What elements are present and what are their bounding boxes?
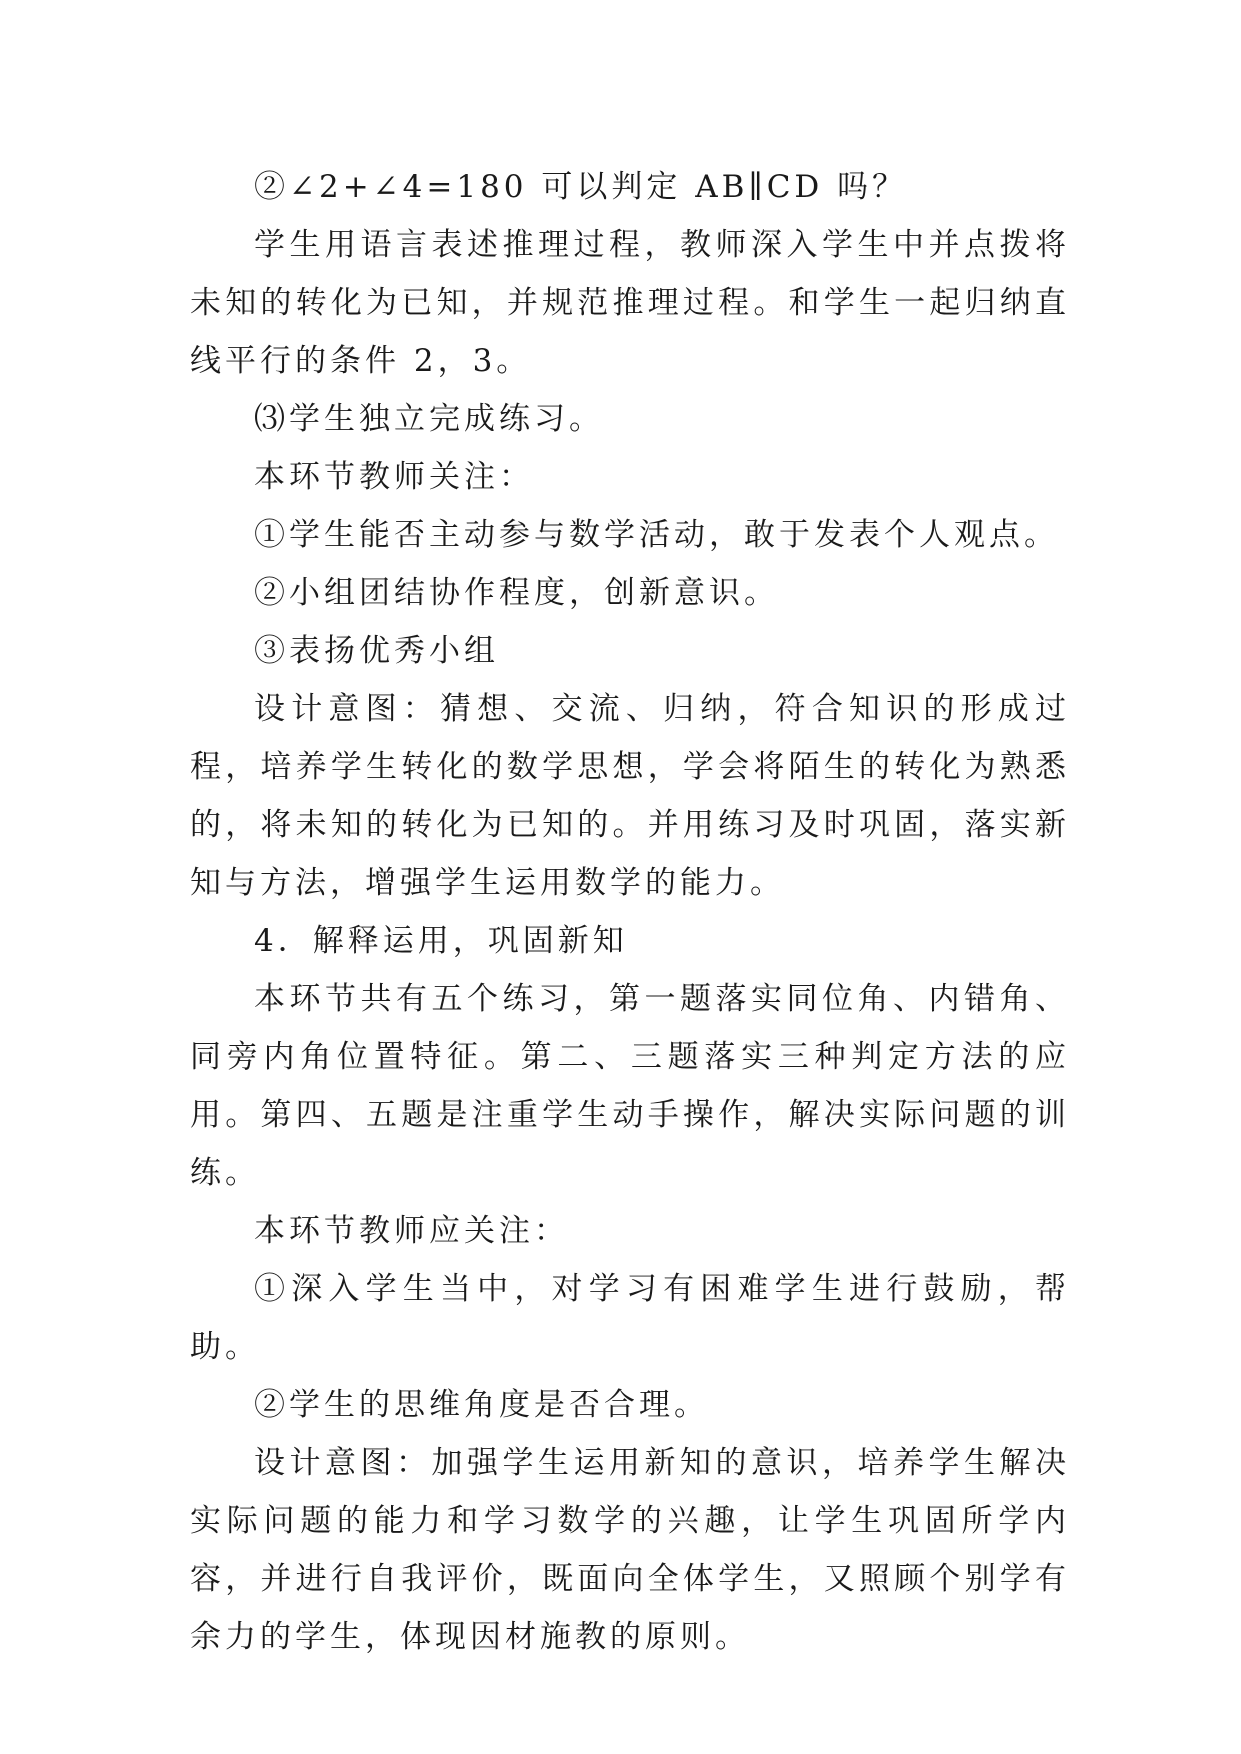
practice-step-paragraph: ⑶学生独立完成练习。 <box>254 401 604 437</box>
student-reasoning-paragraph: 学生用语言表述推理过程，教师深入学生中并点拨将未知的转化为已知，并规范推理过程。和学生一起归纳直线平行的条件 2，3。 <box>190 227 1070 379</box>
question-paragraph: ②∠2+∠4=180 可以判定 AB∥CD 吗？ <box>254 169 908 205</box>
design-intent-paragraph-1: 设计意图：猜想、交流、归纳，符合知识的形成过程，培养学生转化的数学思想，学会将陌生的转化为熟悉的，将未知的转化为已知的。并用练习及时巩固，落实新知与方法，增强学生运用数学的能力。 <box>190 691 1070 901</box>
should-focus-item-1: ①深入学生当中，对学习有困难学生进行鼓励，帮助。 <box>190 1271 1070 1365</box>
section-heading-4: 4．解释运用，巩固新知 <box>254 923 628 959</box>
focus-item-3: ③表扬优秀小组 <box>254 633 499 669</box>
document-body <box>190 158 1070 1666</box>
focus-item-2: ②小组团结协作程度，创新意识。 <box>254 575 779 611</box>
design-intent-paragraph-2: 设计意图：加强学生运用新知的意识，培养学生解决实际问题的能力和学习数学的兴趣，让学生巩固所学内容，并进行自我评价，既面向全体学生，又照顾个别学有余力的学生，体现因材施教的原则。 <box>190 1445 1070 1655</box>
should-focus-item-2: ②学生的思维角度是否合理。 <box>254 1387 709 1423</box>
focus-item-1: ①学生能否主动参与数学活动，敢于发表个人观点。 <box>254 517 1059 553</box>
exercises-paragraph: 本环节共有五个练习，第一题落实同位角、内错角、同旁内角位置特征。第二、三题落实三种判定方法的应用。第四、五题是注重学生动手操作，解决实际问题的训练。 <box>190 981 1070 1191</box>
teacher-should-focus-heading: 本环节教师应关注： <box>254 1213 569 1249</box>
teacher-focus-heading: 本环节教师关注： <box>254 459 534 495</box>
